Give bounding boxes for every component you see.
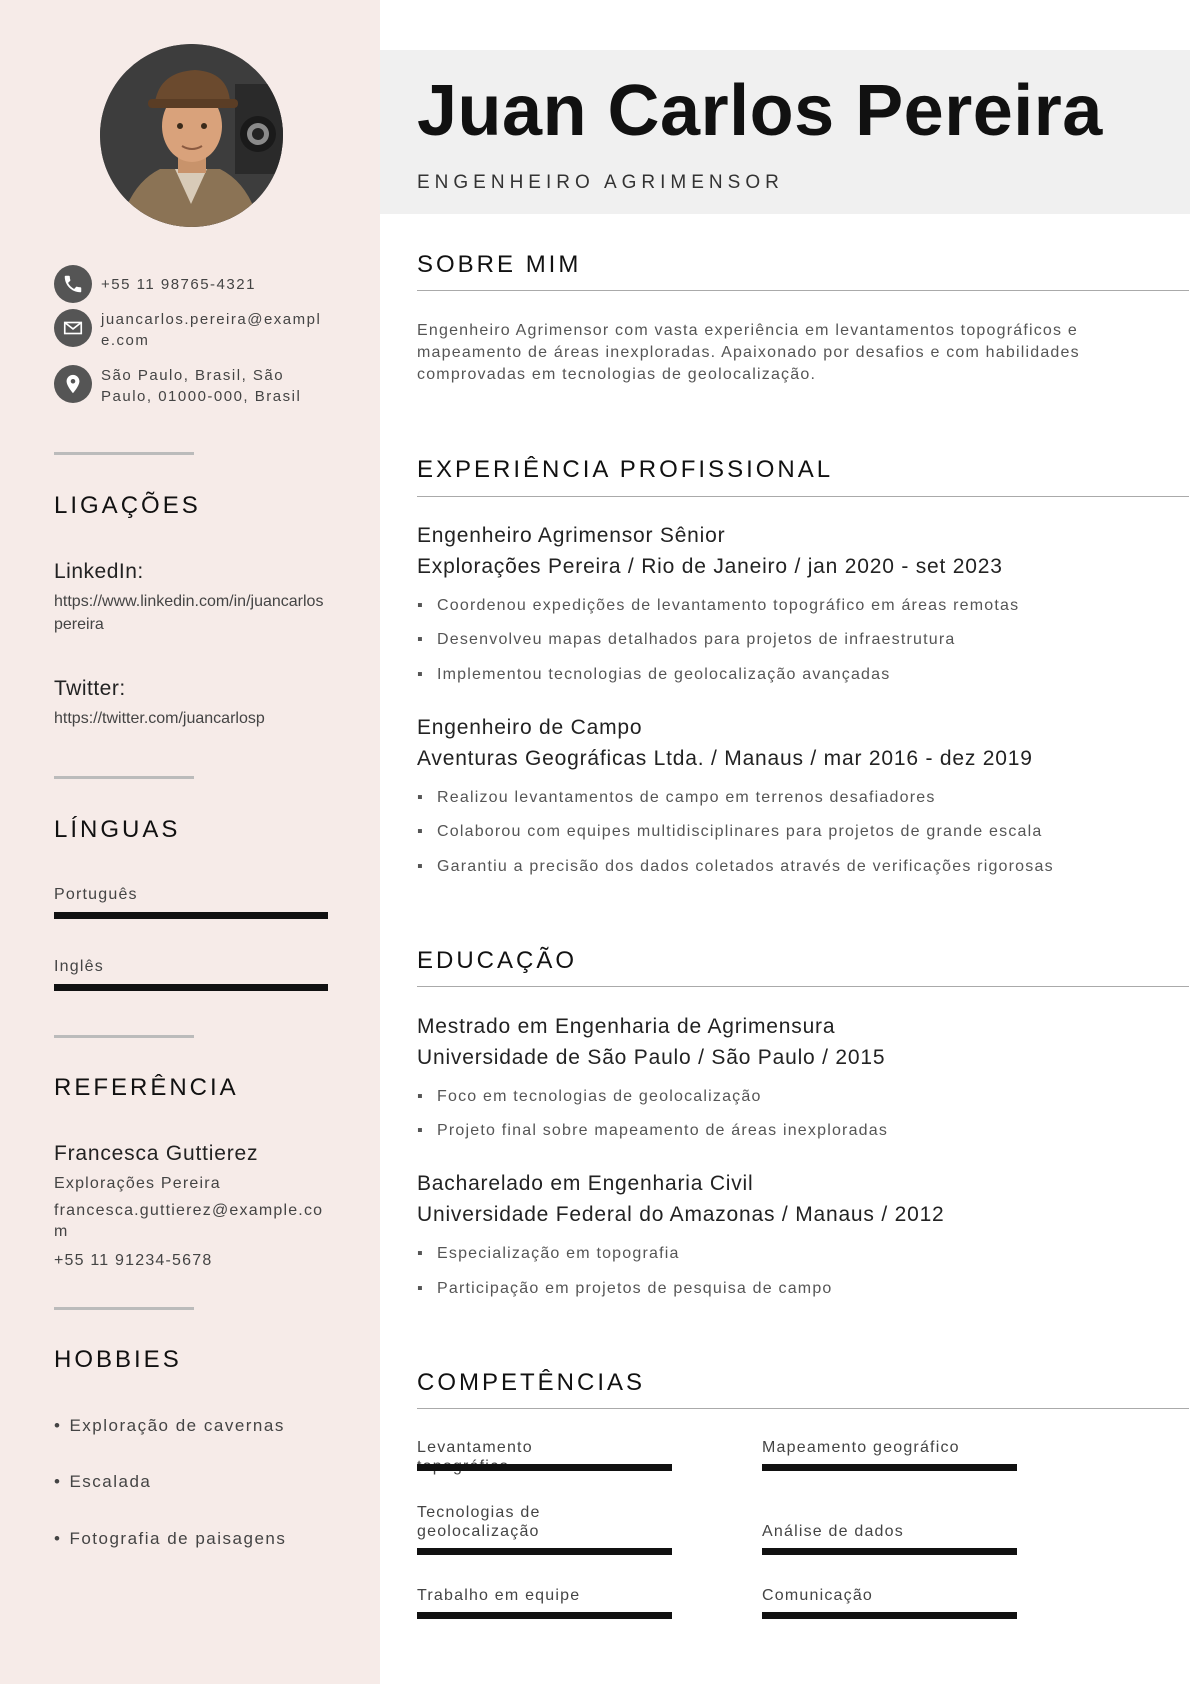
- skill-name: Mapeamento geográfico: [762, 1439, 960, 1456]
- hobby-item: • Escalada: [54, 1472, 152, 1491]
- education-heading: EDUCAÇÃO: [417, 947, 578, 974]
- contact-address: [54, 365, 331, 407]
- bullet-text: Garantiu a precisão dos dados coletados através de verificações rigorosas: [437, 858, 1054, 875]
- profile-photo: [100, 44, 283, 227]
- skill-name: Análise de dados: [762, 1523, 904, 1540]
- section-rule: [417, 1408, 1189, 1409]
- bullet-text: Implementou tecnologias de geolocalização avançadas: [437, 666, 891, 683]
- location-pin-icon: [54, 365, 92, 403]
- skill-name: Tecnologias de geolocalização: [417, 1504, 541, 1540]
- experience-bullet: ▪ Coordenou expedições de levantamento topográfico em áreas remotas: [417, 597, 1020, 614]
- experience-subtitle: Explorações Pereira / Rio de Janeiro / jan 2020 - set 2023: [417, 555, 1003, 578]
- contact-phone-text: +55 11 98765-4321: [101, 276, 256, 293]
- page-title: Juan Carlos Pereira: [417, 71, 1103, 151]
- experience-bullet: ▪ Desenvolveu mapas detalhados para projetos de infraestrutura: [417, 631, 956, 648]
- divider: [54, 776, 194, 779]
- divider: [54, 1307, 194, 1310]
- phone-icon: [54, 265, 92, 303]
- profile-photo-image: [100, 44, 283, 227]
- about-heading: SOBRE MIM: [417, 251, 582, 278]
- contact-email-text[interactable]: juancarlos.pereira@example.com: [101, 311, 322, 349]
- section-rule: [417, 290, 1189, 291]
- education-subtitle: Universidade Federal do Amazonas / Manaus / 2012: [417, 1203, 945, 1226]
- experience-title: Engenheiro Agrimensor Sênior: [417, 524, 726, 547]
- hobbies-heading: HOBBIES: [54, 1346, 182, 1373]
- experience-bullet: ▪ Realizou levantamentos de campo em terrenos desafiadores: [417, 789, 936, 806]
- skills-heading: COMPETÊNCIAS: [417, 1369, 646, 1396]
- skill-level-bar: [762, 1464, 1017, 1471]
- linkedin-link[interactable]: https://www.linkedin.com/in/juancarlospereira: [54, 593, 324, 633]
- main-content: [380, 0, 1190, 1684]
- reference-heading: REFERÊNCIA: [54, 1074, 239, 1101]
- reference-name: Francesca Guttierez: [54, 1142, 259, 1165]
- hobby-item: • Fotografia de paisagens: [54, 1529, 287, 1548]
- hobby-label: Escalada: [69, 1472, 152, 1491]
- education-title: Bacharelado em Engenharia Civil: [417, 1172, 754, 1195]
- contact-phone: [54, 265, 331, 303]
- experience-heading: EXPERIÊNCIA PROFISSIONAL: [417, 456, 834, 483]
- bullet-text: Realizou levantamentos de campo em terrenos desafiadores: [437, 789, 936, 806]
- linkedin-label: LinkedIn:: [54, 560, 144, 583]
- divider: [54, 1035, 194, 1038]
- skill-name: Comunicação: [762, 1587, 874, 1604]
- skill-name: Trabalho em equipe: [417, 1587, 581, 1604]
- skill-level-bar: [417, 1612, 672, 1619]
- twitter-label: Twitter:: [54, 677, 126, 700]
- bullet-text: Coordenou expedições de levantamento topográfico em áreas remotas: [437, 597, 1020, 614]
- bullet-text: Participação em projetos de pesquisa de campo: [437, 1280, 833, 1297]
- languages-heading: LÍNGUAS: [54, 816, 181, 843]
- education-title: Mestrado em Engenharia de Agrimensura: [417, 1015, 836, 1038]
- education-bullet: ▪ Projeto final sobre mapeamento de áreas inexploradas: [417, 1122, 889, 1139]
- skill-level-bar: [417, 1548, 672, 1555]
- sidebar: [0, 0, 380, 1684]
- bullet-text: Foco em tecnologias de geolocalização: [437, 1088, 762, 1105]
- language-level-bar: [54, 984, 328, 991]
- hobby-label: Exploração de cavernas: [69, 1416, 285, 1435]
- language-level-bar: [54, 912, 328, 919]
- skill-level-bar: [417, 1464, 672, 1471]
- language-name: Inglês: [54, 958, 104, 975]
- contact-address-text: São Paulo, Brasil, São Paulo, 01000-000, Brasil: [101, 367, 302, 405]
- bullet-text: Especialização em topografia: [437, 1245, 680, 1262]
- experience-title: Engenheiro de Campo: [417, 716, 643, 739]
- language-name: Português: [54, 886, 138, 903]
- skill-name: Levantamento: [417, 1439, 533, 1456]
- links-heading: LIGAÇÕES: [54, 492, 201, 519]
- bullet-text: Colaborou com equipes multidisciplinares para projetos de grande escala: [437, 823, 1043, 840]
- divider: [54, 452, 194, 455]
- job-title: ENGENHEIRO AGRIMENSOR: [417, 172, 784, 193]
- experience-bullet: ▪ Implementou tecnologias de geolocalização avançadas: [417, 666, 891, 683]
- about-text: Engenheiro Agrimensor com vasta experiência em levantamentos topográficos e mapeamento de áreas inexploradas. Apaixonado por desafios e com habilidades comprovadas em tecnologias de geolocalização.: [417, 322, 1080, 383]
- reference-phone: +55 11 91234-5678: [54, 1252, 213, 1269]
- hobby-label: Fotografia de paisagens: [69, 1529, 287, 1548]
- education-bullet: ▪ Participação em projetos de pesquisa de campo: [417, 1280, 833, 1297]
- section-rule: [417, 986, 1189, 987]
- education-bullet: ▪ Foco em tecnologias de geolocalização: [417, 1088, 762, 1105]
- experience-subtitle: Aventuras Geográficas Ltda. / Manaus / mar 2016 - dez 2019: [417, 747, 1033, 770]
- skill-level-bar: [762, 1612, 1017, 1619]
- mail-icon: [54, 309, 92, 347]
- bullet-text: Desenvolveu mapas detalhados para projetos de infraestrutura: [437, 631, 956, 648]
- section-rule: [417, 496, 1189, 497]
- contact-email: [54, 309, 331, 351]
- skill-level-bar: [762, 1548, 1017, 1555]
- bullet-text: Projeto final sobre mapeamento de áreas inexploradas: [437, 1122, 889, 1139]
- experience-bullet: ▪ Garantiu a precisão dos dados coletados através de verificações rigorosas: [417, 858, 1054, 875]
- reference-company: Explorações Pereira: [54, 1175, 221, 1192]
- hobby-item: • Exploração de cavernas: [54, 1416, 285, 1435]
- education-bullet: ▪ Especialização em topografia: [417, 1245, 680, 1262]
- experience-bullet: ▪ Colaborou com equipes multidisciplinares para projetos de grande escala: [417, 823, 1043, 840]
- twitter-link[interactable]: https://twitter.com/juancarlosp: [54, 710, 265, 727]
- education-subtitle: Universidade de São Paulo / São Paulo / 2015: [417, 1046, 886, 1069]
- reference-email[interactable]: francesca.guttierez@example.com: [54, 1202, 324, 1240]
